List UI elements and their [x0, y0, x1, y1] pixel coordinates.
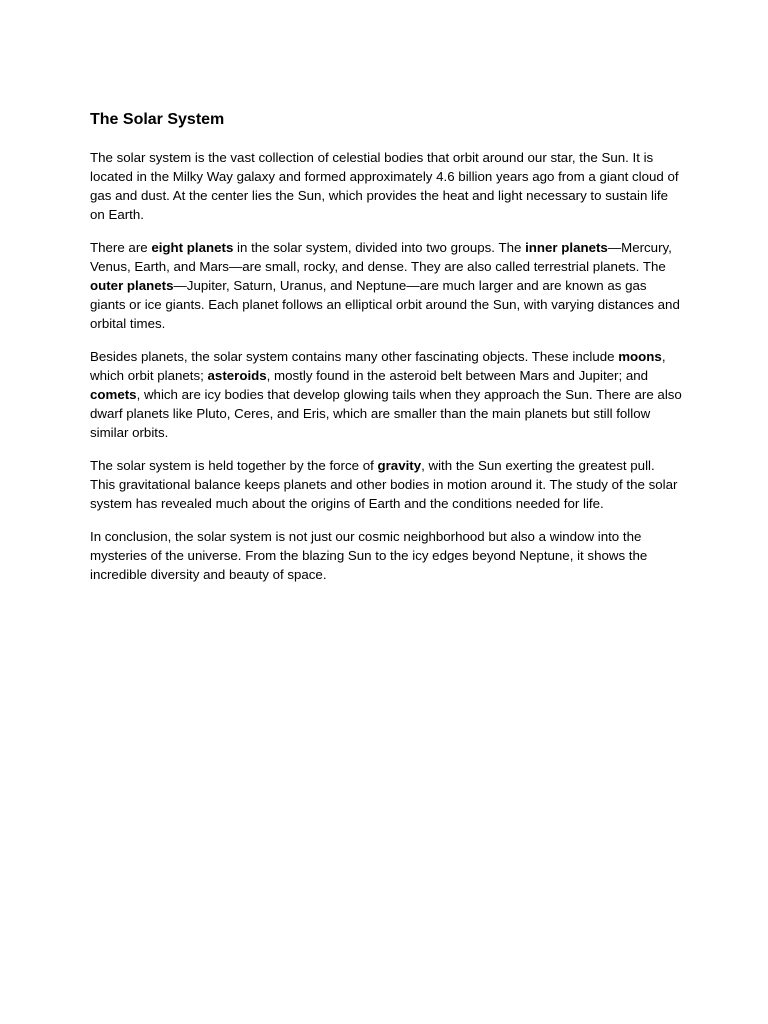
text-run: —Mercury, Venus, Earth, and Mars—are small, rocky, and dense. They are also called terrestrial planets. The [90, 240, 672, 274]
bold-term: moons [618, 349, 662, 364]
text-run: Besides planets, the solar system contains many other fascinating objects. These include [90, 349, 619, 364]
text-run: The solar system is held together by the force of [90, 458, 378, 473]
bold-term: asteroids [207, 368, 267, 383]
document-page [90, 108, 682, 598]
bold-term: eight planets [151, 240, 234, 255]
text-run: , which orbit planets; [90, 349, 666, 383]
text-run: in the solar system, divided into two groups. The [233, 240, 526, 255]
text-run: The solar system is the vast collection of celestial bodies that orbit around our star, the Sun. It is located in the Milky Way galaxy and formed approximately 4.6 billion years ago from a giant cloud of gas and dust. At the center lies the Sun, which provides the heat and light necessary to sustain life on Earth. [90, 150, 679, 222]
body-paragraph [90, 527, 682, 584]
bold-term: gravity [377, 458, 422, 473]
text-run: , with the Sun exerting the greatest pull. This gravitational balance keeps planets and other bodies in motion around it. The study of the solar system has revealed much about the origins of Earth and the conditions needed for life. [90, 458, 678, 511]
text-run: , mostly found in the asteroid belt between Mars and Jupiter; and [266, 368, 649, 383]
body-paragraph [90, 347, 682, 442]
text-run: There are [90, 240, 152, 255]
text-run: , which are icy bodies that develop glowing tails when they approach the Sun. There are also dwarf planets like Pluto, Ceres, and Eris, which are smaller than the main planets but still follow similar orbits. [90, 387, 682, 440]
bold-term: outer planets [90, 278, 174, 293]
body-paragraph [90, 238, 682, 333]
body-paragraph [90, 456, 682, 513]
text-run: —Jupiter, Saturn, Uranus, and Neptune—are much larger and are known as gas giants or ice giants. Each planet follows an elliptical orbit around the Sun, with varying distances and orbital times. [90, 278, 680, 331]
bold-term: comets [90, 387, 137, 402]
document-body [90, 148, 682, 584]
body-paragraph [90, 148, 682, 224]
text-run: In conclusion, the solar system is not just our cosmic neighborhood but also a window into the mysteries of the universe. From the blazing Sun to the icy edges beyond Neptune, it shows the incredible diversity and beauty of space. [90, 529, 648, 582]
bold-term: inner planets [525, 240, 608, 255]
document-title: The Solar System [90, 111, 225, 128]
